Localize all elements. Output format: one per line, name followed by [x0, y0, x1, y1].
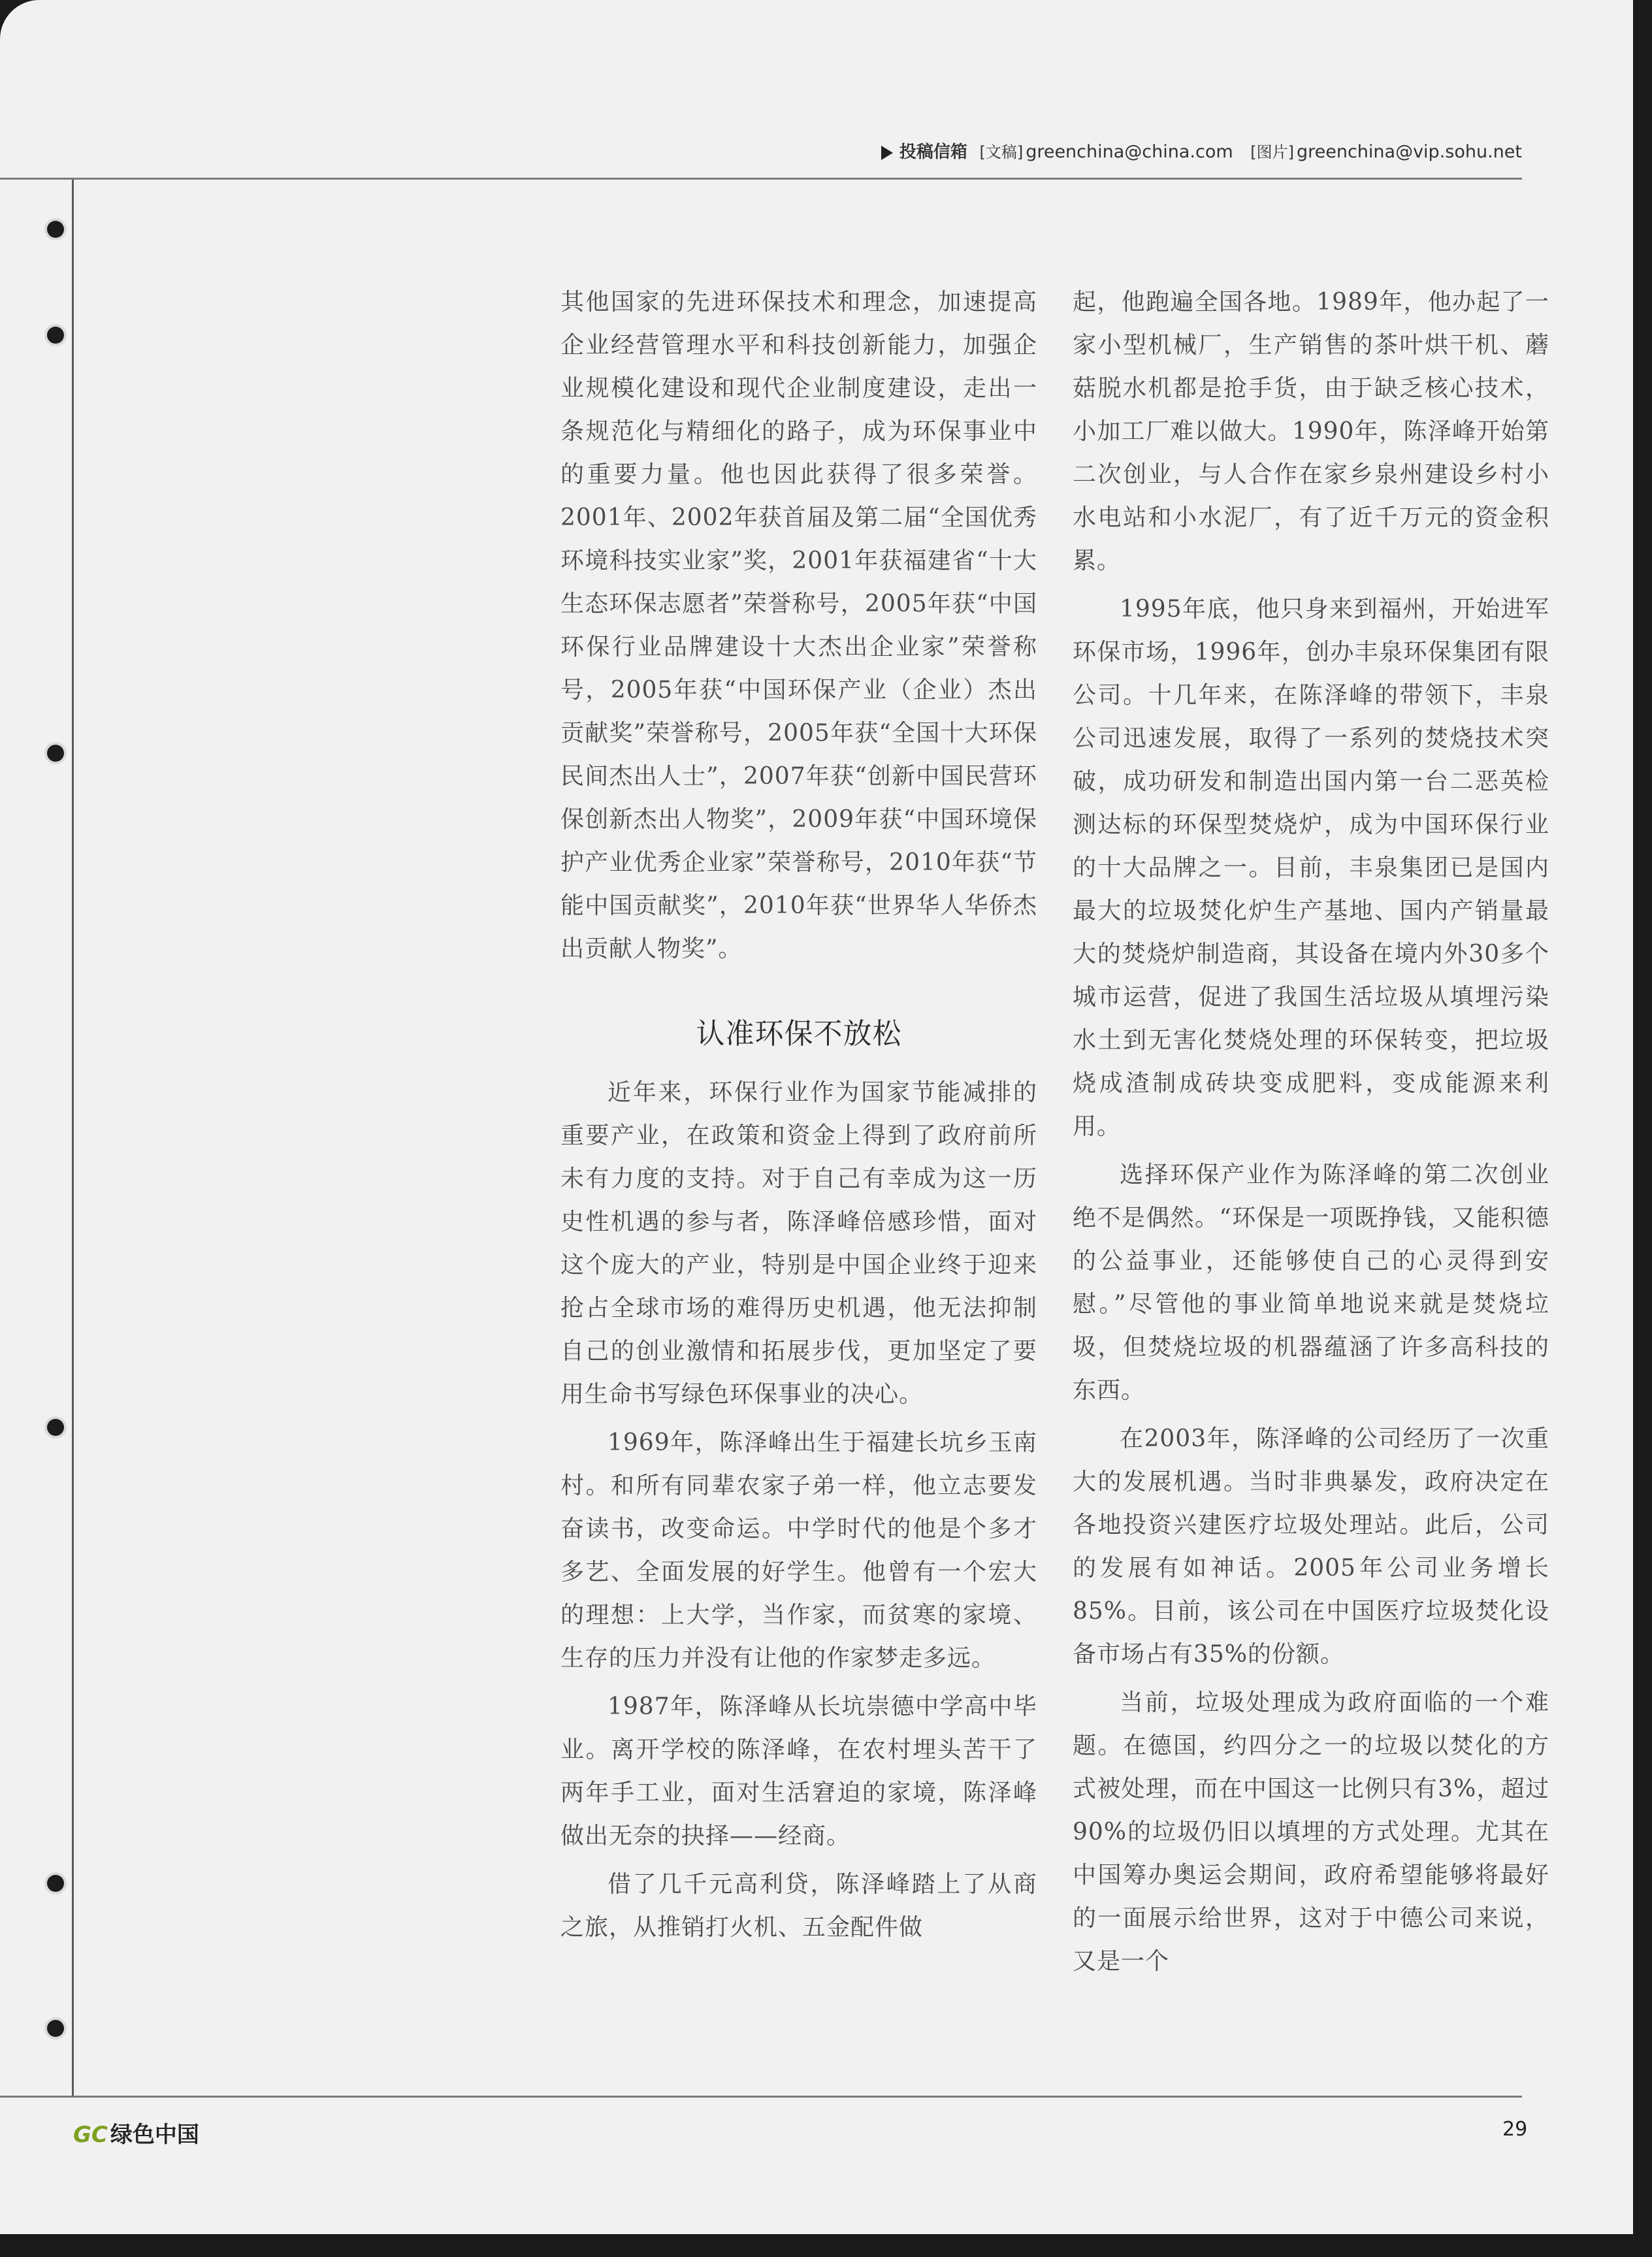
paragraph: 在2003年，陈泽峰的公司经历了一次重大的发展机遇。当时非典暴发，政府决定在各地投资兴建医疗垃圾处理站。此后，公司的发展有如神话。2005年公司业务增长85%。目前，该公司在中国医疗垃圾焚化设备市场占有35%的份额。	[1073, 1425, 1549, 1668]
paragraph: 借了几千元高利贷，陈泽峰踏上了从商之旅，从推销打火机、五金配件做	[560, 1871, 1037, 1941]
margin-rule	[72, 180, 74, 2096]
arrow-right-icon	[881, 146, 893, 160]
submission-header	[875, 138, 1522, 163]
gc-logo-mark: GC	[73, 2122, 108, 2148]
submission-label: 投稿信箱	[899, 142, 967, 162]
paragraph: 起，他跑遍全国各地。1989年，他办起了一家小型机械厂，生产销售的茶叶烘干机、蘑菇脱水机都是抢手货，由于缺乏核心技术，小加工厂难以做大。1990年，陈泽峰开始第二次创业，与人合作在家乡泉州建设乡村小水电站和小水泥厂，有了近千万元的资金积累。	[1073, 289, 1549, 574]
paragraph: 选择环保产业作为陈泽峰的第二次创业绝不是偶然。“环保是一项既挣钱，又能积德的公益事业，还能够使自己的心灵得到安慰。”尽管他的事业简单地说来就是焚烧垃圾，但焚烧垃圾的机器蕴涵了许多高科技的东西。	[1073, 1161, 1549, 1404]
paragraph: 近年来，环保行业作为国家节能减排的重要产业，在政策和资金上得到了政府前所未有力度的支持。对于自己有幸成为这一历史性机遇的参与者，陈泽峰倍感珍惜，面对这个庞大的产业，特别是中国企业终于迎来抢占全球市场的难得历史机遇，他无法抑制自己的创业激情和拓展步伐，更加坚定了要用生命书写绿色环保事业的决心。	[560, 1079, 1037, 1408]
binder-hole	[47, 1875, 64, 1892]
paragraph: 其他国家的先进环保技术和理念，加速提高企业经营管理水平和科技创新能力，加强企业规模化建设和现代企业制度建设，走出一条规范化与精细化的路子，成为环保事业中的重要力量。他也因此获得了很多荣誉。2001年、2002年获首届及第二届“全国优秀环境科技实业家”奖，2001年获福建省“十大生态环保志愿者”荣誉称号，2005年获“中国环保行业品牌建设十大杰出企业家”荣誉称号，2005年获“中国环保产业（企业）杰出贡献奖”荣誉称号，2005年获“全国十大环保民间杰出人士”，2007年获“创新中国民营环保创新杰出人物奖”，2009年获“中国环境保护产业优秀企业家”荣誉称号，2010年获“节能中国贡献奖”，2010年获“世界华人华侨杰出贡献人物奖”。	[560, 289, 1037, 962]
paragraph: 当前，垃圾处理成为政府面临的一个难题。在德国，约四分之一的垃圾以焚化的方式被处理，而在中国这一比例只有3%，超过90%的垃圾仍旧以填埋的方式处理。尤其在中国筹办奥运会期间，政府希望能够将最好的一面展示给世界，这对于中德公司来说，又是一个	[1073, 1689, 1549, 1975]
text-submission-tag: [文稿]	[979, 143, 1024, 161]
binder-hole	[47, 1419, 64, 1436]
paragraph: 1995年底，他只身来到福州，开始进军环保市场，1996年，创办丰泉环保集团有限公司。十几年来，在陈泽峰的带领下，丰泉公司迅速发展，取得了一系列的焚烧技术突破，成功研发和制造出国内第一台二恶英检测达标的环保型焚烧炉，成为中国环保行业的十大品牌之一。目前，丰泉集团已是国内最大的垃圾焚化炉生产基地、国内产销量最大的焚烧炉制造商，其设备在境内外30多个城市运营，促进了我国生活垃圾从填埋污染水土到无害化焚烧处理的环保转变，把垃圾烧成渣制成砖块变成肥料，变成能源来利用。	[1073, 596, 1549, 1140]
magazine-logo	[73, 2117, 199, 2149]
section-heading: 认准环保不放松	[696, 1017, 902, 1050]
image-submission-tag: [图片]	[1250, 143, 1294, 161]
magazine-name: 绿色中国	[110, 2122, 199, 2148]
text-submission-email[interactable]: greenchina@china.com	[1026, 142, 1233, 162]
binder-hole	[47, 2020, 64, 2037]
page-number: 29	[1502, 2118, 1528, 2141]
image-submission-email[interactable]: greenchina@vip.sohu.net	[1296, 142, 1522, 162]
article-column-right	[1073, 281, 1549, 1989]
binder-hole	[47, 327, 64, 344]
binder-hole	[47, 745, 64, 762]
header-rule	[0, 178, 1522, 180]
paragraph: 1969年，陈泽峰出生于福建长坑乡玉南村。和所有同辈农家子弟一样，他立志要发奋读书，改变命运。中学时代的他是个多才多艺、全面发展的好学生。他曾有一个宏大的理想：上大学，当作家，而贫寒的家境、生存的压力并没有让他的作家梦走多远。	[560, 1429, 1037, 1672]
footer-rule	[0, 2096, 1522, 2098]
binder-hole	[47, 221, 64, 238]
article-column-left	[560, 281, 1037, 1955]
paragraph: 1987年，陈泽峰从长坑崇德中学高中毕业。离开学校的陈泽峰，在农村埋头苦干了两年手工业，面对生活窘迫的家境，陈泽峰做出无奈的抉择——经商。	[560, 1693, 1037, 1849]
